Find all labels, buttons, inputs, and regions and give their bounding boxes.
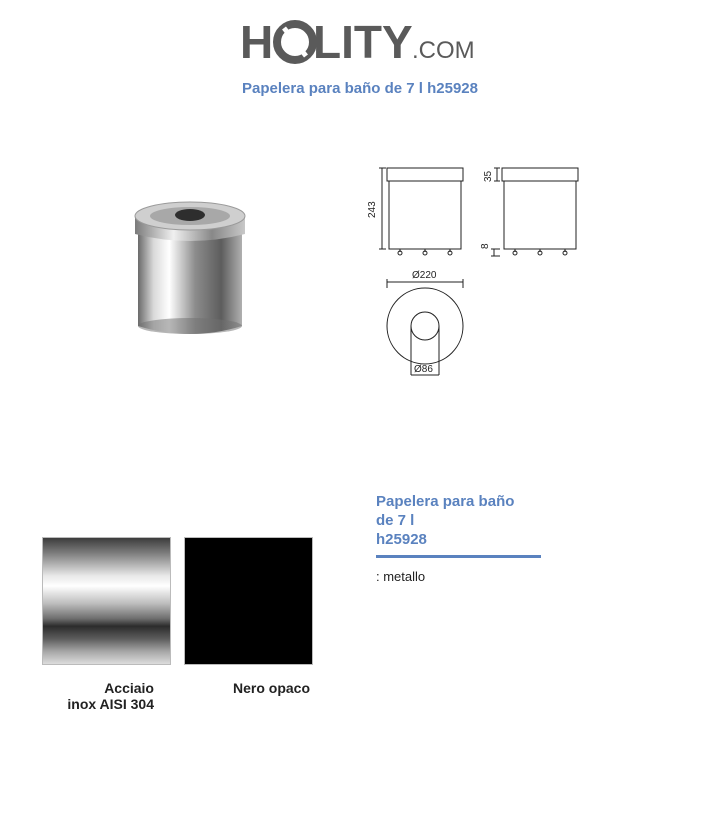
dim-height-label: 243	[367, 201, 378, 218]
finish-label-black-line1: Nero opaco	[232, 680, 310, 696]
dim-lid-label: 35	[483, 170, 494, 182]
dim-opening-label: Ø86	[414, 364, 433, 375]
product-code: h25928	[376, 531, 427, 548]
finish-swatch-steel[interactable]	[42, 537, 171, 665]
product-title-line1: Papelera para baño	[376, 493, 515, 510]
technical-drawing	[360, 160, 600, 390]
page-subtitle: Papelera para baño de 7 l h25928	[242, 80, 478, 97]
dim-diameter-label: Ø220	[412, 270, 437, 281]
product-title-line2: de 7 l	[376, 512, 415, 529]
title-divider	[376, 555, 541, 558]
logo-o-icon	[277, 24, 313, 60]
logo-text-com: .COM	[412, 37, 475, 64]
product-info	[376, 492, 546, 584]
finish-label-steel	[40, 680, 154, 712]
finish-label-black	[200, 680, 310, 696]
finish-label-steel-line1: Acciaio	[104, 680, 154, 696]
finish-swatch-black[interactable]	[184, 537, 313, 665]
finish-label-steel-line2: inox AISI 304	[67, 696, 154, 712]
logo-text-h: H	[240, 16, 274, 68]
dim-feet-label: 8	[480, 243, 491, 249]
product-image	[120, 190, 260, 350]
logo-text-lity: LITY	[313, 16, 413, 68]
product-material: : metallo	[376, 569, 426, 584]
holity-logo[interactable]	[0, 14, 720, 70]
